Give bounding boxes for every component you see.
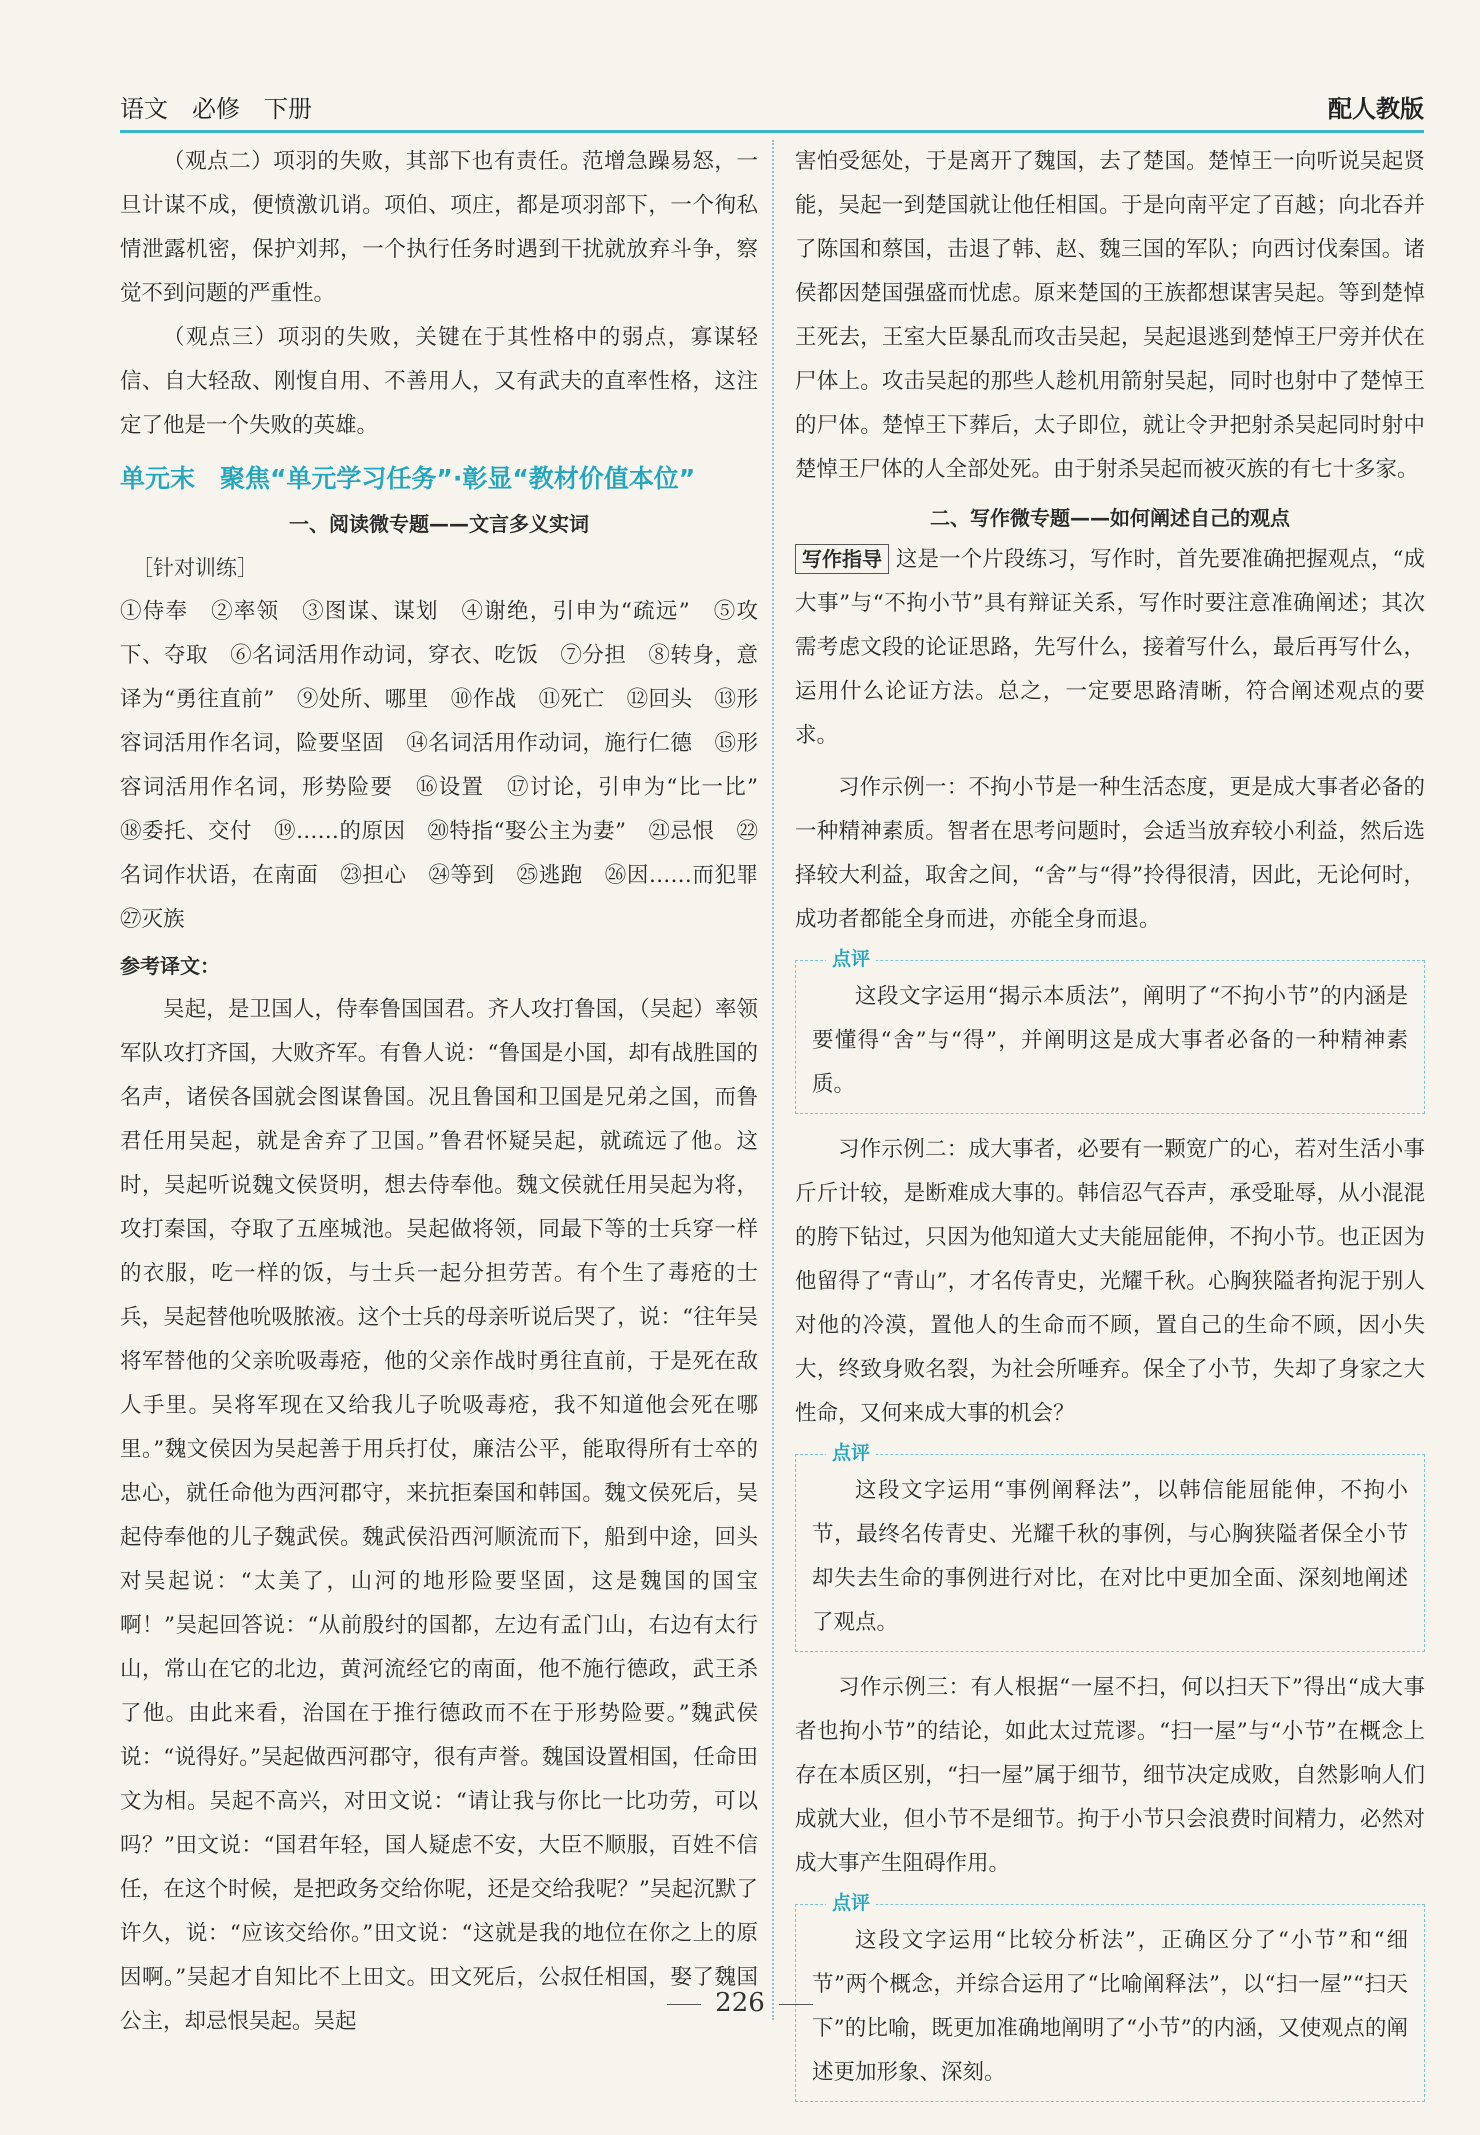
example-two: 习作示例二：成大事者，必要有一颗宽广的心，若对生活小事斤斤计较，是断难成大事的。韩信忍气吞声，承受耻辱，从小混混的胯下钻过，只因为他知道大丈夫能屈能伸，不拘小节。也正因为他留得了“青山”，才名传青史，光耀千秋。心胸狭隘者拘泥于别人对他的冷漠，置他人的生命而不顾，置自己的生命不顾，因小失大，终致身败名裂，为社会所唾弃。保全了小节，失却了身家之大性命，又何来成大事的机会？ (795, 1137, 1425, 1426)
review-label-two: 点评 (826, 1440, 876, 1466)
viewpoint-three: （观点三）项羽的失败，关键在于其性格中的弱点，寡谋轻信、自大轻敌、刚愎自用、不善用人，又有武夫的直率性格，这注定了他是一个失败的英雄。 (120, 325, 758, 438)
writing-guide-tag: 写作指导 (795, 544, 889, 574)
review-three-text: 这段文字运用“比较分析法”，正确区分了“小节”和“细节”两个概念，并综合运用了“比喻阐释法”，以“扫一屋”“扫天下”的比喻，既更加准确地阐明了“小节”的内涵，又使观点的阐述更加形象、深刻。 (812, 1928, 1408, 2085)
footer-dash-left (667, 2004, 701, 2005)
section-two-title: 二、写作微专题——如何阐述自己的观点 (930, 506, 1290, 530)
review-box-two (795, 1442, 1425, 1652)
left-column (120, 140, 780, 2044)
review-two-text: 这段文字运用“事例阐释法”，以韩信能屈能伸，不拘小节，最终名传青史、光耀千秋的事例，与心胸狭隘者保全小节却失去生命的事例进行对比，在对比中更加全面、深刻地阐述了观点。 (812, 1478, 1408, 1635)
reference-translation-title: 参考译文： (120, 954, 220, 978)
viewpoint-two: （观点二）项羽的失败，其部下也有责任。范增急躁易怒，一旦计谋不成，便愤激讥诮。项伯、项庄，都是项羽部下，一个徇私情泄露机密，保护刘邦，一个执行任务时遇到干扰就放弃斗争，察觉不到问题的严重性。 (120, 149, 758, 306)
reference-translation: 吴起，是卫国人，侍奉鲁国国君。齐人攻打鲁国，（吴起）率领军队攻打齐国，大败齐军。有鲁人说：“鲁国是小国，却有战胜国的名声，诸侯各国就会图谋鲁国。况且鲁国和卫国是兄弟之国，而鲁君任用吴起，就是舍弃了卫国。”鲁君怀疑吴起，就疏远了他。这时，吴起听说魏文侯贤明，想去侍奉他。魏文侯就任用吴起为将，攻打秦国，夺取了五座城池。吴起做将领，同最下等的士兵穿一样的衣服，吃一样的饭，与士兵一起分担劳苦。有个生了毒疮的士兵，吴起替他吮吸脓液。这个士兵的母亲听说后哭了，说：“往年吴将军替他的父亲吮吸毒疮，他的父亲作战时勇往直前，于是死在敌人手里。吴将军现在又给我儿子吮吸毒疮，我不知道他会死在哪里。”魏文侯因为吴起善于用兵打仗，廉洁公平，能取得所有士卒的忠心，就任命他为西河郡守，来抗拒秦国和韩国。魏文侯死后，吴起侍奉他的儿子魏武侯。魏武侯沿西河顺流而下，船到中途，回头对吴起说：“太美了，山河的地形险要坚固，这是魏国的国宝啊！”吴起回答说：“从前殷纣的国都，左边有孟门山，右边有太行山，常山在它的北边，黄河流经它的南面，他不施行德政，武王杀了他。由此来看，治国在于推行德政而不在于形势险要。”魏武侯说：“说得好。”吴起做西河郡守，很有声誉。魏国设置相国，任命田文为相。吴起不高兴，对田文说：“请让我与你比一比功劳，可以吗？”田文说：“国君年轻，国人疑虑不安，大臣不顺服，百姓不信任，在这个时候，是把政务交给你呢，还是交给我呢？”吴起沉默了许久，说：“应该交给你。”田文说：“这就是我的地位在你之上的原因啊。”吴起才自知比不上田文。田文死后，公叔任相国，娶了魏国公主，却忌恨吴起。吴起 (120, 997, 758, 2034)
page-header (120, 80, 1424, 133)
answer-list: ①侍奉 ②率领 ③图谋、谋划 ④谢绝，引申为“疏远” ⑤攻下、夺取 ⑥名词活用作动词，穿衣、吃饭 ⑦分担 ⑧转身，意译为“勇往直前” ⑨处所、哪里 ⑩作战 ⑪死亡 ⑫回头 ⑬形容词活用作名词，险要坚固 ⑭名词活用作动词，施行仁德 ⑮形容词活用作名词，形势险要 ⑯设置 ⑰讨论，引申为“比一比” ⑱委托、交付 ⑲……的原因 ⑳特指“娶公主为妻” ㉑忌恨 ㉒名词作状语，在南面 ㉓担心 ㉔等到 ㉕逃跑 ㉖因……而犯罪 ㉗灭族 (120, 599, 780, 932)
column-divider (772, 140, 774, 2020)
right-column (795, 140, 1425, 2116)
review-box-one (795, 948, 1425, 1114)
reference-translation-continued: 害怕受惩处，于是离开了魏国，去了楚国。楚悼王一向听说吴起贤能，吴起一到楚国就让他任相国。于是向南平定了百越；向北吞并了陈国和蔡国，击退了韩、赵、魏三国的军队；向西讨伐秦国。诸侯都因楚国强盛而忧虑。原来楚国的王族都想谋害吴起。等到楚悼王死去，王室大臣暴乱而攻击吴起，吴起退逃到楚悼王尸旁并伏在尸体上。攻击吴起的那些人趁机用箭射吴起，同时也射中了楚悼王的尸体。楚悼王下葬后，太子即位，就让令尹把射杀吴起同时射中楚悼王尸体的人全部处死。由于射杀吴起而被灭族的有七十多家。 (795, 149, 1425, 482)
page-number: 226 (715, 1988, 765, 2018)
footer-dash-right (779, 2004, 813, 2005)
review-label-one: 点评 (826, 946, 876, 972)
example-one: 习作示例一：不拘小节是一种生活态度，更是成大事者必备的一种精神素质。智者在思考问题时，会适当放弃较小利益，然后选择较大利益，取舍之间，“舍”与“得”拎得很清，因此，无论何时，成功者都能全身而进，亦能全身而退。 (795, 775, 1425, 932)
unit-title: 单元末 聚焦“单元学习任务”·彰显“教材价值本位” (120, 464, 696, 493)
section-one-title: 一、阅读微专题——文言多义实词 (289, 512, 589, 536)
review-one-text: 这段文字运用“揭示本质法”，阐明了“不拘小节”的内涵是要懂得“舍”与“得”，并阐明这是成大事者必备的一种精神素质。 (812, 984, 1408, 1097)
page-footer (0, 1988, 1480, 2018)
training-tag: ［针对训练］ (132, 556, 258, 580)
edition-label: 配人教版 (1328, 95, 1424, 123)
writing-guide-text: 这是一个片段练习，写作时，首先要准确把握观点，“成大事”与“不拘小节”具有辩证关系，写作时要注意准确阐述；其次需考虑文段的论证思路，先写什么，接着写什么，最后再写什么，运用什么论证方法。总之，一定要思路清晰，符合阐述观点的要求。 (795, 547, 1425, 748)
example-three: 习作示例三：有人根据“一屋不扫，何以扫天下”得出“成大事者也拘小节”的结论，如此太过荒谬。“扫一屋”与“小节”在概念上存在本质区别，“扫一屋”属于细节，细节决定成败，自然影响人们成就大业，但小节不是细节。拘于小节只会浪费时间精力，必然对成大事产生阻碍作用。 (795, 1675, 1425, 1876)
review-label-three: 点评 (826, 1890, 876, 1916)
book-title: 语文 必修 下册 (120, 95, 312, 123)
